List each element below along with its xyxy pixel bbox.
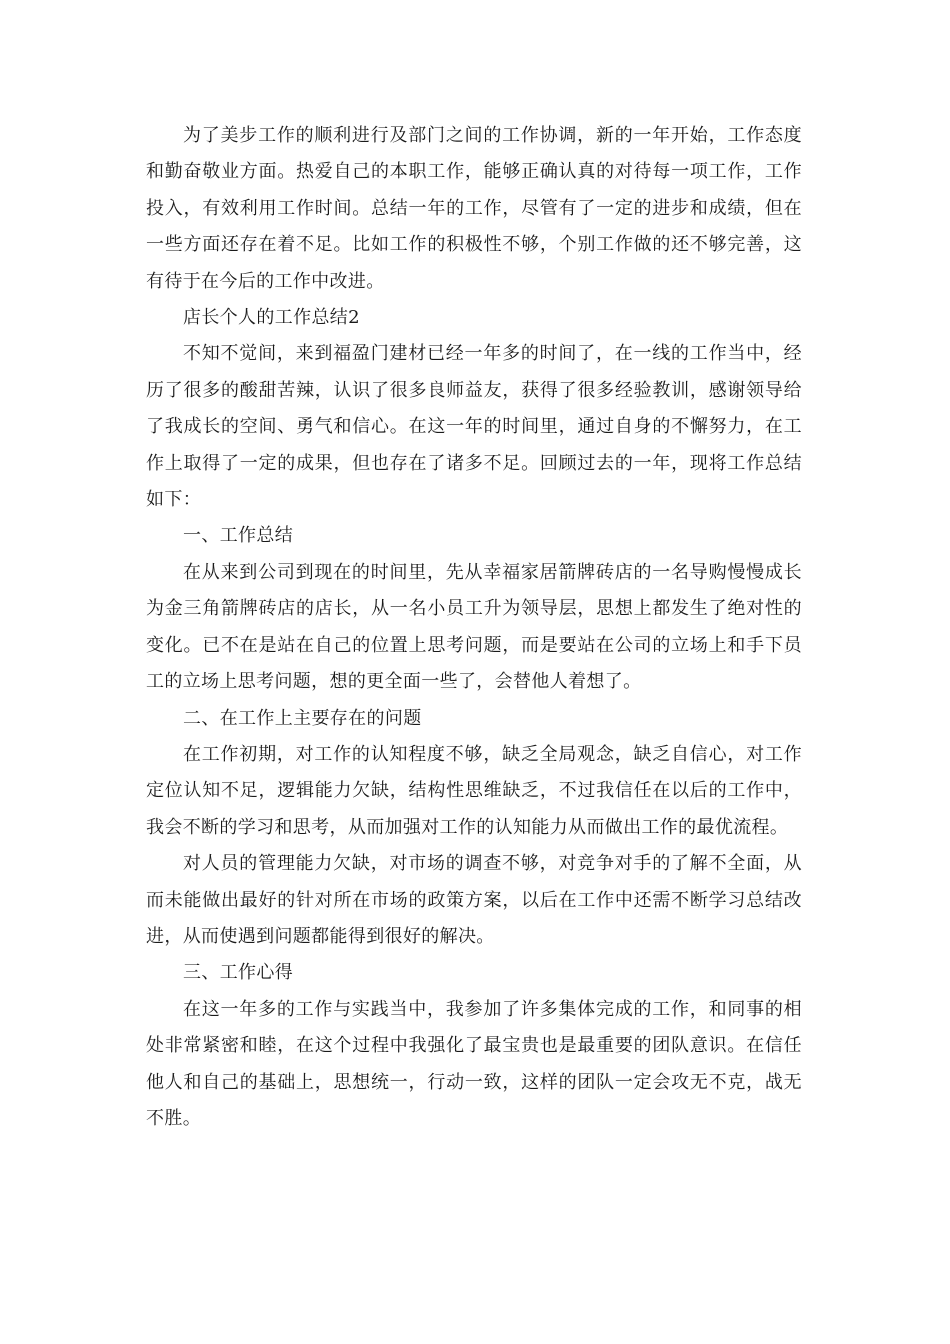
section-heading: 三、工作心得: [183, 962, 294, 984]
document-body: [146, 118, 802, 1137]
section-heading: 二、在工作上主要存在的问题: [183, 707, 422, 729]
section-heading: 一、工作总结: [183, 525, 294, 547]
body-paragraph: 在这一年多的工作与实践当中，我参加了许多集体完成的工作，和同事的相处非常紧密和睦，在这个过程中我强化了最宝贵也是最重要的团队意识。在信任他人和自己的基础上，思想统一，行动一致，这样的团队一定会攻无不克，战无不胜。: [146, 998, 802, 1129]
body-paragraph: 为了美步工作的顺利进行及部门之间的工作协调，新的一年开始，工作态度和勤奋敬业方面。热爱自己的本职工作，能够正确认真的对待每一项工作，工作投入，有效利用工作时间。总结一年的工作，尽管有了一定的进步和成绩，但在一些方面还存在着不足。比如工作的积极性不够，个别工作做的还不够完善，这有待于在今后的工作中改进。: [146, 125, 802, 292]
body-paragraph: 不知不觉间，来到福盈门建材已经一年多的时间了，在一线的工作当中，经历了很多的酸甜苦辣，认识了很多良师益友，获得了很多经验教训，感谢领导给了我成长的空间、勇气和信心。在这一年的时间里，通过自身的不懈努力，在工作上取得了一定的成果，但也存在了诸多不足。回顾过去的一年，现将工作总结如下：: [146, 343, 802, 511]
body-paragraph: 对人员的管理能力欠缺，对市场的调查不够，对竞争对手的了解不全面，从而未能做出最好的针对所在市场的政策方案，以后在工作中还需不断学习总结改进，从而使遇到问题都能得到很好的解决。: [146, 853, 802, 947]
body-paragraph: 在工作初期，对工作的认知程度不够，缺乏全局观念，缺乏自信心，对工作定位认知不足，逻辑能力欠缺，结构性思维缺乏，不过我信任在以后的工作中，我会不断的学习和思考，从而加强对工作的认知能力从而做出工作的最优流程。: [146, 743, 802, 838]
section-title: 店长个人的工作总结2: [183, 307, 360, 329]
body-paragraph: 在从来到公司到现在的时间里，先从幸福家居箭牌砖店的一名导购慢慢成长为金三角箭牌砖店的店长，从一名小员工升为领导层，思想上都发生了绝对性的变化。已不在是站在自己的位置上思考问题，而是要站在公司的立场上和手下员工的立场上思考问题，想的更全面一些了，会替他人着想了。: [146, 561, 802, 693]
